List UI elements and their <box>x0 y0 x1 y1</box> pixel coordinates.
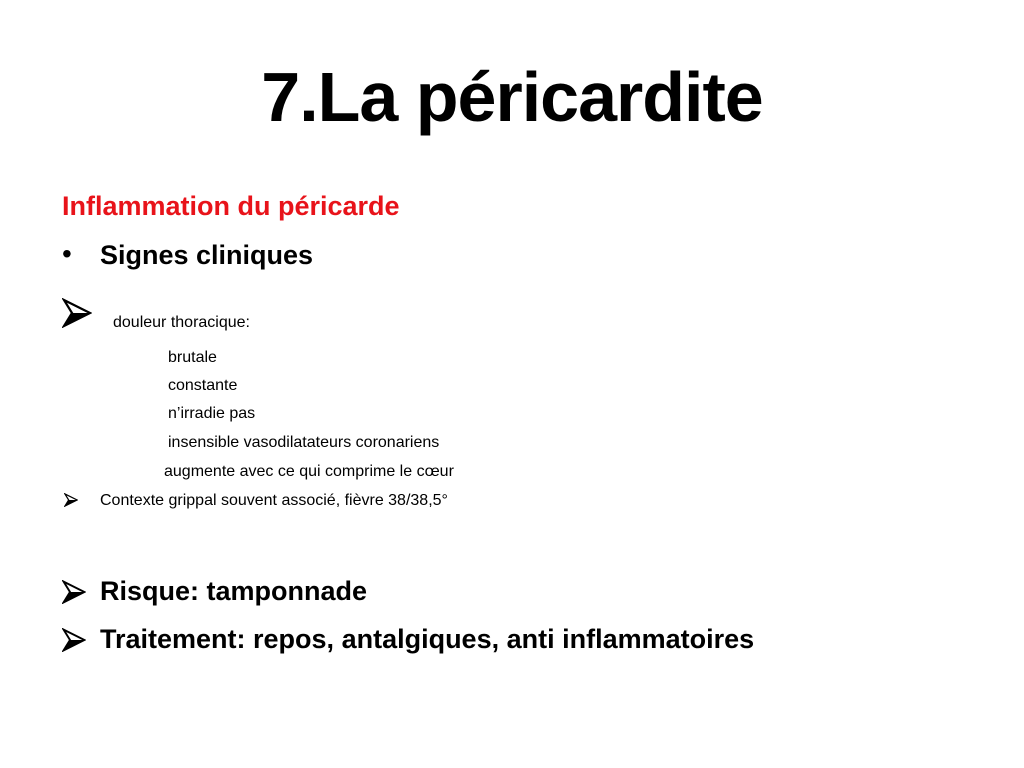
arrow-bullet-icon <box>62 580 86 604</box>
bullet-signes-cliniques: Signes cliniques <box>100 240 314 270</box>
sub-item-irradie: n’irradie pas <box>168 405 256 422</box>
bullet-douleur-thoracique: douleur thoracique: <box>113 314 250 331</box>
sub-item-insensible: insensible vasodilatateurs coronariens <box>168 434 440 451</box>
bullet-traitement: Traitement: repos, antalgiques, anti inflammatoires <box>100 624 755 654</box>
arrow-bullet-icon <box>62 628 86 652</box>
bullet-dot-icon: • <box>62 238 72 269</box>
arrow-bullet-icon <box>62 298 92 328</box>
arrow-bullet-icon <box>64 493 78 507</box>
sub-item-augmente: augmente avec ce qui comprime le cœur <box>164 463 454 480</box>
sub-item-brutale: brutale <box>168 349 217 366</box>
sub-item-constante: constante <box>168 377 238 394</box>
slide-title: 7.La péricardite <box>261 58 763 136</box>
slide-subtitle: Inflammation du péricarde <box>62 191 400 221</box>
bullet-risque: Risque: tamponnade <box>100 576 368 606</box>
bullet-contexte: Contexte grippal souvent associé, fièvre 38/38,5° <box>100 492 448 509</box>
